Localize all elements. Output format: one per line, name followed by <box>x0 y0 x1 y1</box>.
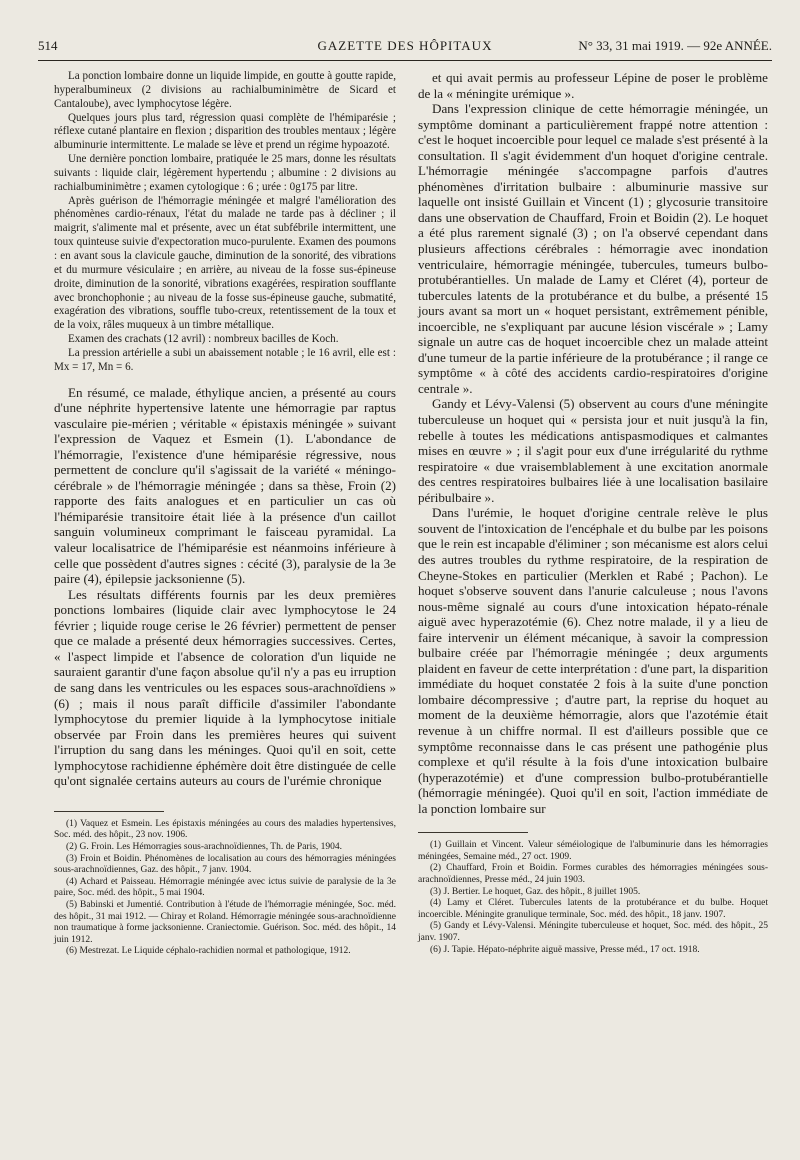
footnote-rule <box>54 811 164 812</box>
footnote: (5) Gandy et Lévy-Valensi. Méningite tuberculeuse et hoquet, Soc. méd. des hôpit., 25 janv. 1907. <box>418 921 768 943</box>
footnotes <box>54 819 396 958</box>
paragraph: Les résultats différents fournis par les deux premières ponctions lombaires (liquide clair avec lymphocytose le 24 février ; liquide rouge cerise le 26 février) permettent de penser que ce malade a présenté deux hémorragies successives. Certes, « l'aspect limpide et l'absence de coloration d'un liquide ne sauraient garantir d'une façon absolue qu'il n'y a pas eu irruption de sang dans les ventricules ou les espaces sous-arachnoïdiens » (6) ; mais il nous paraît difficile d'assimiler l'abondante lymphocytose du premier liquide à la lymphocytose initiale observée par Froin dans les premières heures qui suivent l'irruption du sang dans les méninges. Quoi qu'il en soit, cette lymphocytose rachidienne éphémère doit être distinguée de celle qu'ont signalée certains auteurs au cours de l'urémie chronique <box>54 586 396 789</box>
paragraph: Dans l'urémie, le hoquet d'origine centrale relève le plus souvent de l'intoxication de l'encéphale et du bulbe par les poisons que le rein est incapable d'éliminer ; son mécanisme est alors celui des autres troubles du rythme respiratoire, de la respiration de Cheyne-Stokes en particulier (Merklen et Rabé ; Pachon). Le hoquet s'observe souvent dans l'anurie calculeuse ; nous l'avons nous-même signalé au cours d'une intoxication hépato-rénale aiguë avec hyperazotémie (6). Chez notre malade, il y a lieu de faire intervenir un élément mécanique, à savoir la compression bulbaire créée par l'hémorragie méningée ; deux arguments plaident en faveur de cette interprétation : d'une part, la disparition immédiate du hoquet constatée 2 fois à la suite d'une ponction lombaire décompressive ; d'autre part, la reprise du hoquet au moment de la deuxième hémorragie, alors que l'azotémie était revenue à un chiffre normal. Il est d'ailleurs possible que ce symptôme reconnaisse dans le cas présent une pathogénie plus complexe et qu'il résulte à la fois d'une intoxication bulbaire (hyperazotémie) et d'une compression bulbo-protubérantielle (hémorragie méningée). Quoi qu'il en soit, l'action immédiate de la ponction lombaire sur <box>418 505 768 816</box>
footnote-rule <box>418 832 528 833</box>
paragraph: Examen des crachats (12 avril) : nombreux bacilles de Koch. <box>68 333 339 346</box>
footnotes <box>418 840 768 956</box>
page-number: 514 <box>38 38 58 53</box>
footnote: (6) J. Tapie. Hépato-néphrite aiguë massive, Presse méd., 17 oct. 1918. <box>430 944 700 955</box>
paragraph: Quelques jours plus tard, régression quasi complète de l'hémiparésie ; réflexe cutané plantaire en flexion ; disparition des troubles mentaux ; légère albuminurie intermittente. Le malade se lève et prend un régime hypoazoté. <box>54 111 396 152</box>
issue-info: N° 33, 31 mai 1919. — 92e ANNÉE. <box>578 38 772 53</box>
paragraph: Gandy et Lévy-Valensi (5) observent au cours d'une méningite tuberculeuse un hoquet qui « persista jour et nuit jusqu'à la fin, rebelle à toutes les médications antispasmodiques et calmantes mises en œuvre » ; il s'agit pour eux d'une irrégularité du rythme respiratoire « due vraisemblablement à une excitation anormale des centres respiratoires bulbaires liée à une localisation basilaire péribulbaire ». <box>418 396 768 505</box>
journal-title: GAZETTE DES HÔPITAUX <box>317 38 493 53</box>
footnote: (2) G. Froin. Les Hémorragies sous-arachnoïdiennes, Th. de Paris, 1904. <box>66 841 343 852</box>
footnote: (5) Babinski et Jumentié. Contribution à l'étude de l'hémorragie méningée, Soc. méd. des hôpit., 31 mai 1912. — Chiray et Roland. Hémorragie méningée sous-arachnoïdienne non traumatique à forme jacksonienne. Craniectomie. Guérison. Soc. méd. des hôpit., 14 juin 1912. <box>54 899 396 945</box>
footnote: (1) Guillain et Vincent. Valeur séméiologique de l'albuminurie dans les hémorragies méningées, Semaine méd., 27 oct. 1909. <box>418 840 768 862</box>
footnote: (2) Chauffard, Froin et Boidin. Formes curables des hémorragies méningées sous-arachnoïdiennes, Presse méd., 24 juin 1903. <box>418 863 768 886</box>
left-column <box>54 70 396 958</box>
paragraph: Après guérison de l'hémorragie méningée et malgré l'amélioration des phénomènes cardio-rénaux, l'état du malade ne tarde pas à décliner ; il maigrit, s'alimente mal et présente, avec un état subfébrile intermittent, une toux quinteuse suivie d'expectoration muco-purulente. Examen des poumons : en avant sous la clavicule gauche, diminution de la sonorité, des vibrations et du murmure vésiculaire ; en arrière, au niveau de la fosse sus-épineuse droite, diminution de la sonorité, vibrations exagérées, respiration soufflante avec bronchophonie ; au niveau de la fosse sus-épineuse gauche, submatité, exagération des vibrations, souffle tubo-creux, retentissement de la toux et de la voix, râles muqueux à un timbre métallique. <box>54 194 396 332</box>
paragraph: et qui avait permis au professeur Lépine de poser le problème de la « méningite urémique ». <box>418 70 768 101</box>
footnote: (1) Vaquez et Esmein. Les épistaxis méningées au cours des maladies hypertensives, Soc. méd. des hôpit., 23 nov. 1906. <box>54 818 396 841</box>
paragraph: Une dernière ponction lombaire, pratiquée le 25 mars, donne les résultats suivants : liquide clair, légèrement hypertendu ; albumine : 2 divisions au rachialbuminimètre ; examen cytologique : 6 ; urée : 0g175 par litre. <box>54 153 396 193</box>
spacer <box>54 375 396 385</box>
footnote: (4) Lamy et Cléret. Tubercules latents de la protubérance et du bulbe. Hoquet incoercible. Méningite granulique terminale, Soc. méd. des hôpit., 18 janv. 1907. <box>418 898 768 920</box>
right-column <box>418 70 768 956</box>
header-rule <box>38 60 772 61</box>
paragraph: En résumé, ce malade, éthylique ancien, a présenté au cours d'une néphrite hypertensive latente une hémorragie par raptus vasculaire pie-mérien ; véritable « épistaxis méningée » suivant l'expression de Vaquez et Esmein (1). L'abondance de l'hémorragie, l'existence d'une hémiparésie régressive, nous permettent de conclure qu'il s'agissait de la variété « méningo-cérébrale » de l'hémorragie méningée ; dans sa thèse, Froin (2) rapporte des faits analogues et en particulier un cas où l'hémiparésie transitoire était liée à la présence d'un caillot sanguin volumineux comprimant le faisceau pyramidal. La valeur localisatrice de l'hémiparésie est néanmoins inférieure à celle que possèdent d'autres signes : cécité (3), paralysie de la 3e paire (4), épilepsie jacksonienne (5). <box>54 384 396 587</box>
footnote: (4) Achard et Paisseau. Hémorragie méningée avec ictus suivie de paralysie de la 3e paire, Soc. méd. des hôpit., 5 mai 1904. <box>54 876 396 899</box>
paragraph: La pression artérielle a subi un abaissement notable ; le 16 avril, elle est : Mx = 17, Mn = 6. <box>54 346 396 373</box>
footnote: (6) Mestrezat. Le Liquide céphalo-rachidien normal et pathologique, 1912. <box>66 946 351 957</box>
footnote: (3) Froin et Boidin. Phénomènes de localisation au cours des hémorragies méningées sous-arachnoïdiennes, Gaz. des hôpit., 7 janv. 1904. <box>54 853 396 876</box>
footnote: (3) J. Bertier. Le hoquet, Gaz. des hôpit., 8 juillet 1905. <box>430 886 641 897</box>
paragraph: La ponction lombaire donne un liquide limpide, en goutte à goutte rapide, hyperalbumineux (2 divisions au rachialbuminimètre de Sicard et Cantaloube), avec lymphocytose légère. <box>54 70 396 110</box>
paragraph: Dans l'expression clinique de cette hémorragie méningée, un symptôme dominant a particulièrement frappé notre attention : c'est le hoquet incoercible pour lequel ce malade s'est présenté à la consultation. Il s'agit évidemment d'un hoquet d'origine centrale. L'hémorragie méningée s'accompagne parfois d'autres phénomènes d'irritation bulbaire : albuminurie massive sur laquelle ont insisté Guillain et Vincent (1) ; glycosurie transitoire dans une observation de Chauffard, Froin et Boidin (2). Le hoquet a été plus rarement signalé (3) ; on l'a observé cependant dans plusieurs affections cérébrales : hémorragie avec inondation ventriculaire, hémorragie méningée, tubercules, tumeurs bulbo-protubérantielles. Un malade de Lamy et Cléret (4), porteur de tubercules latents de la protubérance et du bulbe, a présenté 15 jours avant sa mort un « hoquet persistant, extrêmement pénible, incoercible, ne s'expliquant par aucune lésion viscérale » ; Lamy signale un autre cas de hoquet incoercible chez un malade atteint d'une tumeur de la partie inférieure de la protubérance ; il range ce symptôme « à côté des accidents cardio-respiratoires d'origine centrale ». <box>418 101 768 396</box>
